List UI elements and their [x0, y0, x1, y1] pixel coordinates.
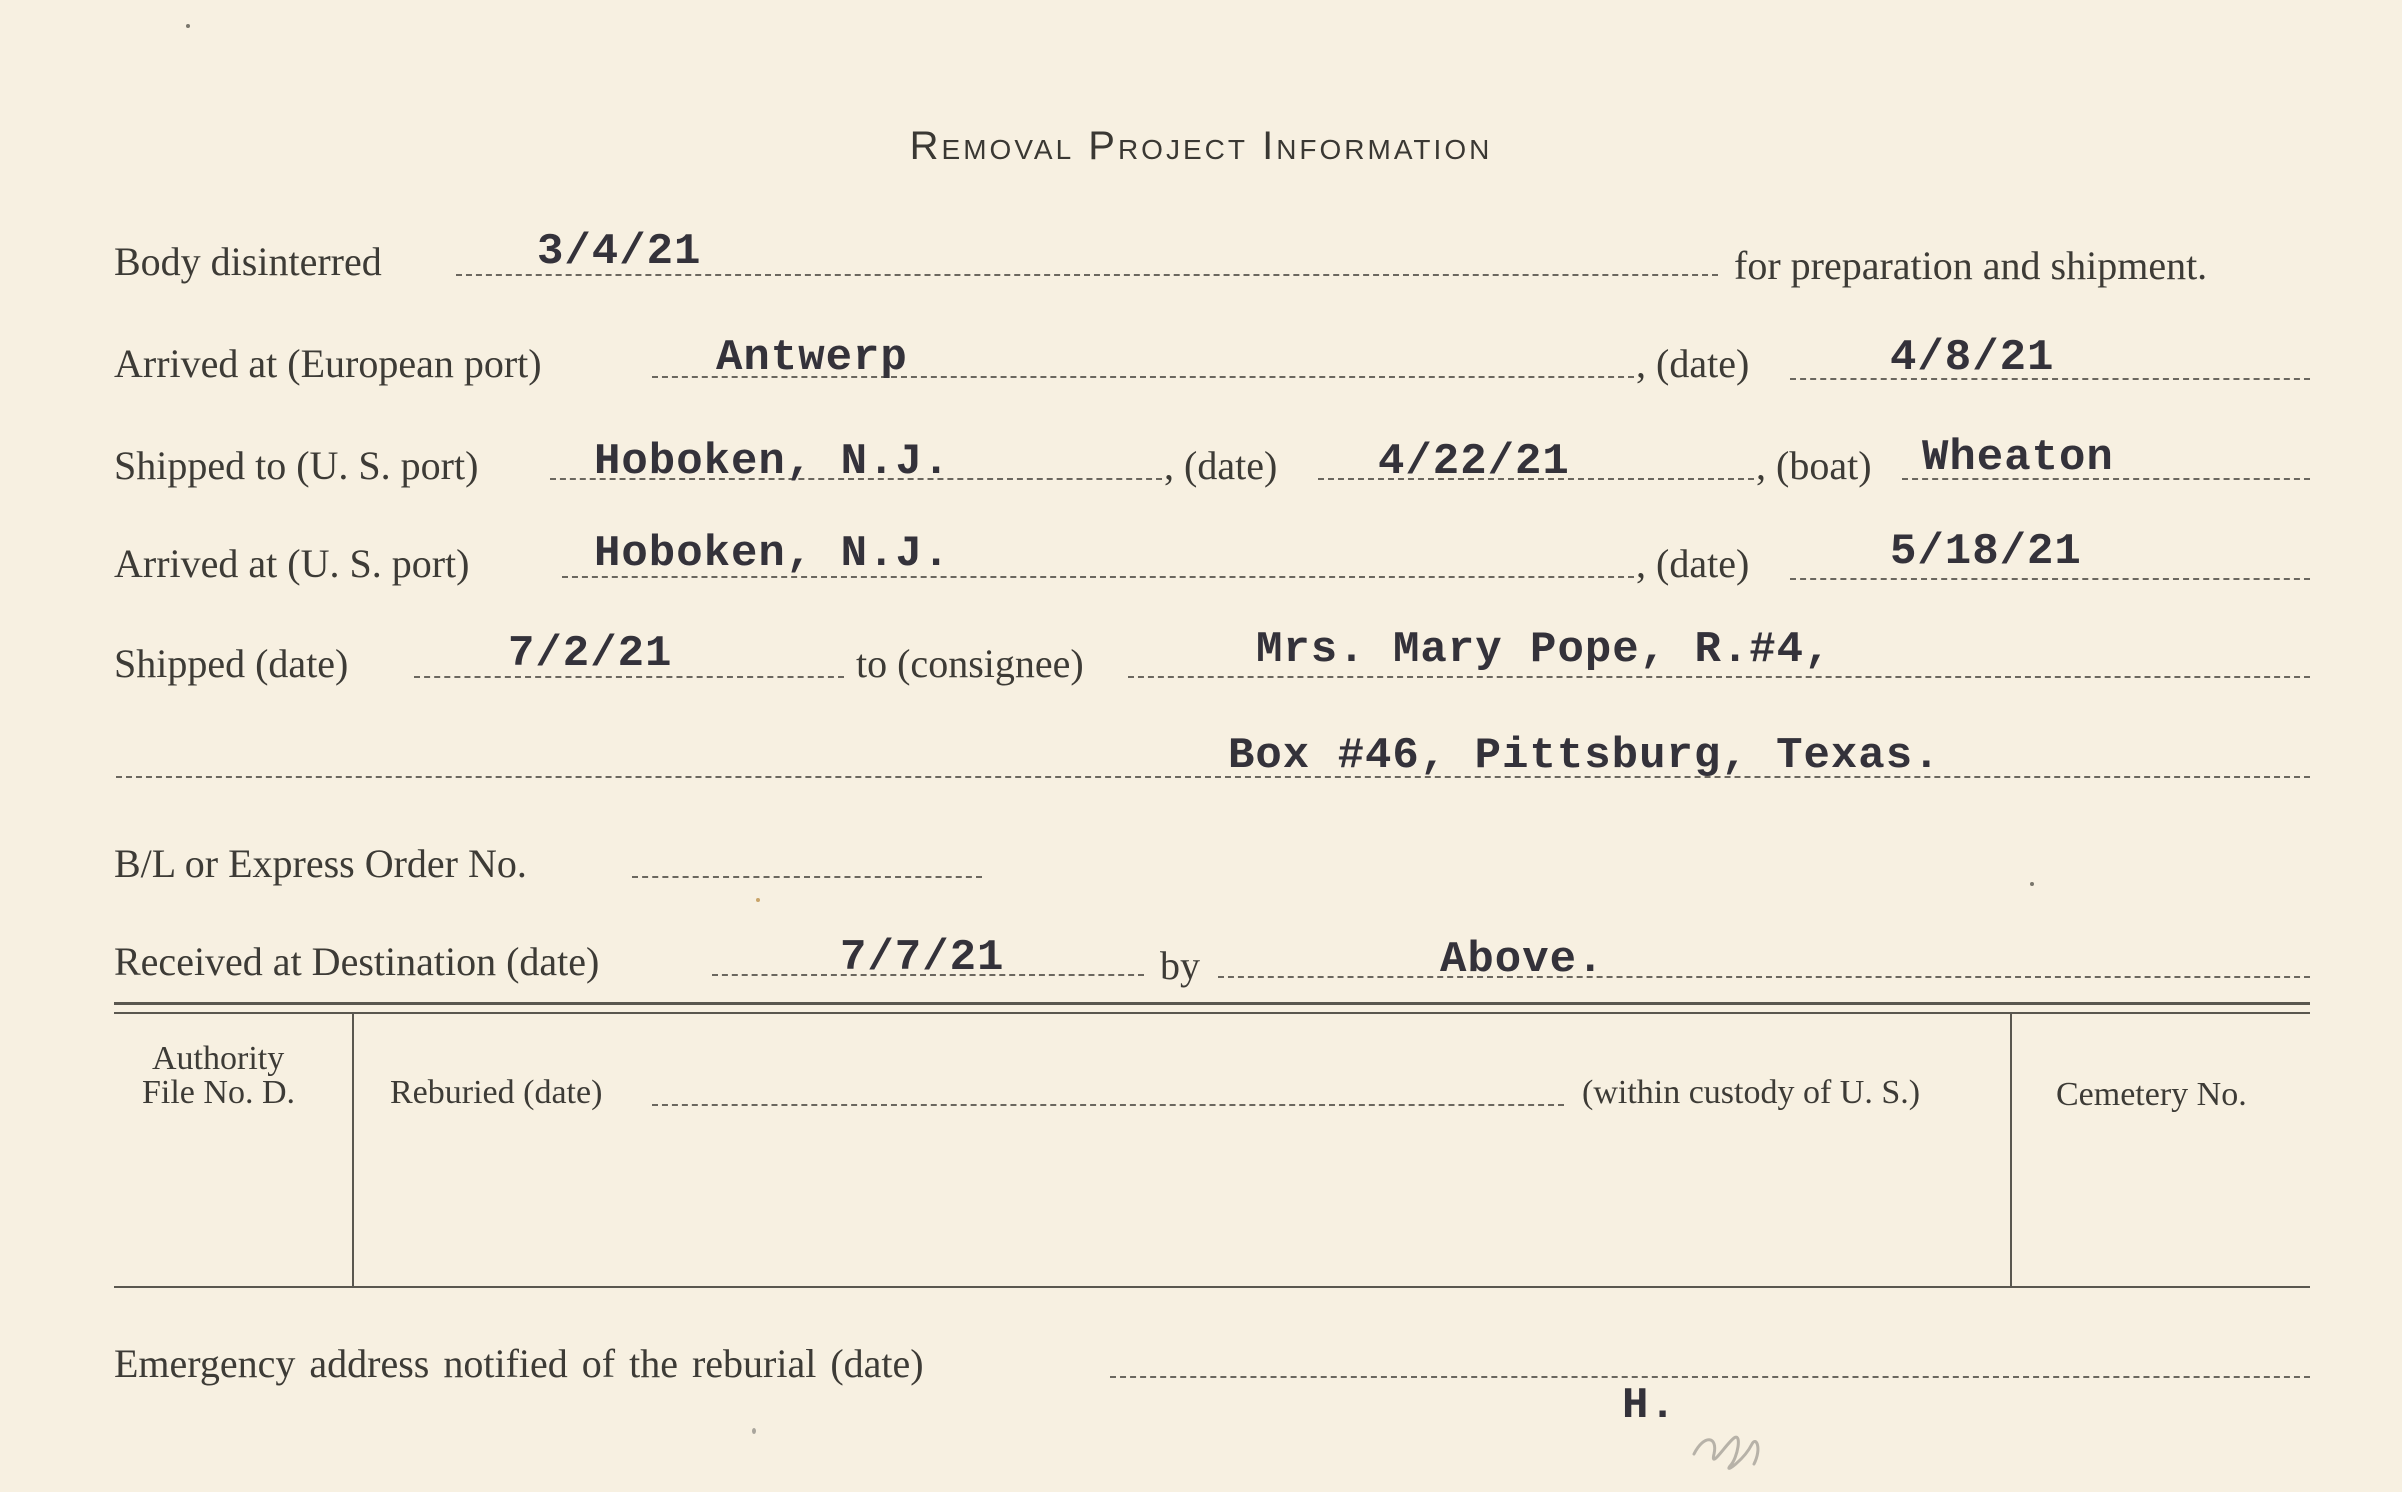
- consignee-line2: Box #46, Pittsburg, Texas.: [1228, 731, 1941, 781]
- disinterred-label: Body disinterred: [114, 239, 382, 284]
- shipped-to-date-label: , (date): [1164, 443, 1278, 488]
- european-port-label: Arrived at (European port): [114, 341, 542, 386]
- card-title: Removal Project Information: [909, 124, 1493, 168]
- paper-speck: [752, 1428, 756, 1434]
- pencil-scribble-icon: [1686, 1414, 1776, 1484]
- arrived-us-date-label: , (date): [1636, 541, 1750, 586]
- table-bottom-rule: [114, 1286, 2310, 1288]
- received-label: Received at Destination (date): [114, 939, 600, 984]
- bl-label: B/L or Express Order No.: [114, 841, 527, 886]
- consignee-line1: Mrs. Mary Pope, R.#4,: [1256, 625, 1832, 675]
- consignee-continuation-line: [116, 776, 2310, 778]
- authority-file-label: File No. D.: [142, 1074, 295, 1111]
- received-date-value: 7/7/21: [840, 933, 1005, 983]
- shipped-date-value: 7/2/21: [508, 629, 673, 679]
- arrived-us-date-line: [1790, 578, 2310, 580]
- initial-mark: H.: [1622, 1381, 1677, 1431]
- authority-label: Authority: [152, 1040, 285, 1077]
- disinterred-suffix: for preparation and shipment.: [1734, 243, 2208, 288]
- table-divider-right: [2010, 1014, 2012, 1288]
- shipped-to-boat-label: , (boat): [1756, 443, 1872, 488]
- reburied-label: Reburied (date): [390, 1074, 603, 1111]
- paper-speck: [2030, 882, 2034, 886]
- emergency-label: Emergency address notified of the reburial (date): [114, 1341, 924, 1386]
- reburied-line: [652, 1104, 1564, 1106]
- shipped-to-date-value: 4/22/21: [1378, 437, 1570, 487]
- received-by-line: [1218, 976, 2310, 978]
- european-port-value: Antwerp: [716, 333, 908, 383]
- emergency-line: [1110, 1376, 2310, 1378]
- arrived-us-value: Hoboken, N.J.: [594, 529, 951, 579]
- bl-line: [632, 876, 982, 878]
- received-by-label: by: [1160, 943, 1200, 988]
- table-divider-left: [352, 1014, 354, 1286]
- shipped-label: Shipped (date): [114, 641, 349, 686]
- shipped-to-label: Shipped to (U. S. port): [114, 443, 479, 488]
- paper-speck: [756, 898, 760, 902]
- table-top-rule: [114, 1002, 2310, 1005]
- consignee-line: [1128, 676, 2310, 678]
- cemetery-label: Cemetery No.: [2056, 1076, 2247, 1113]
- received-by-value: Above.: [1440, 935, 1605, 985]
- consignee-label: to (consignee): [856, 641, 1084, 686]
- european-port-date-value: 4/8/21: [1890, 333, 2055, 383]
- shipped-to-boat-value: Wheaton: [1922, 433, 2114, 483]
- arrived-us-label: Arrived at (U. S. port): [114, 541, 470, 586]
- european-port-date-label: , (date): [1636, 341, 1750, 386]
- arrived-us-date-value: 5/18/21: [1890, 527, 2082, 577]
- custody-label: (within custody of U. S.): [1582, 1074, 1921, 1111]
- paper-speck: [186, 24, 190, 28]
- table-top-rule-inner: [114, 1012, 2310, 1014]
- shipped-to-value: Hoboken, N.J.: [594, 437, 951, 487]
- disinterred-value: 3/4/21: [537, 227, 702, 277]
